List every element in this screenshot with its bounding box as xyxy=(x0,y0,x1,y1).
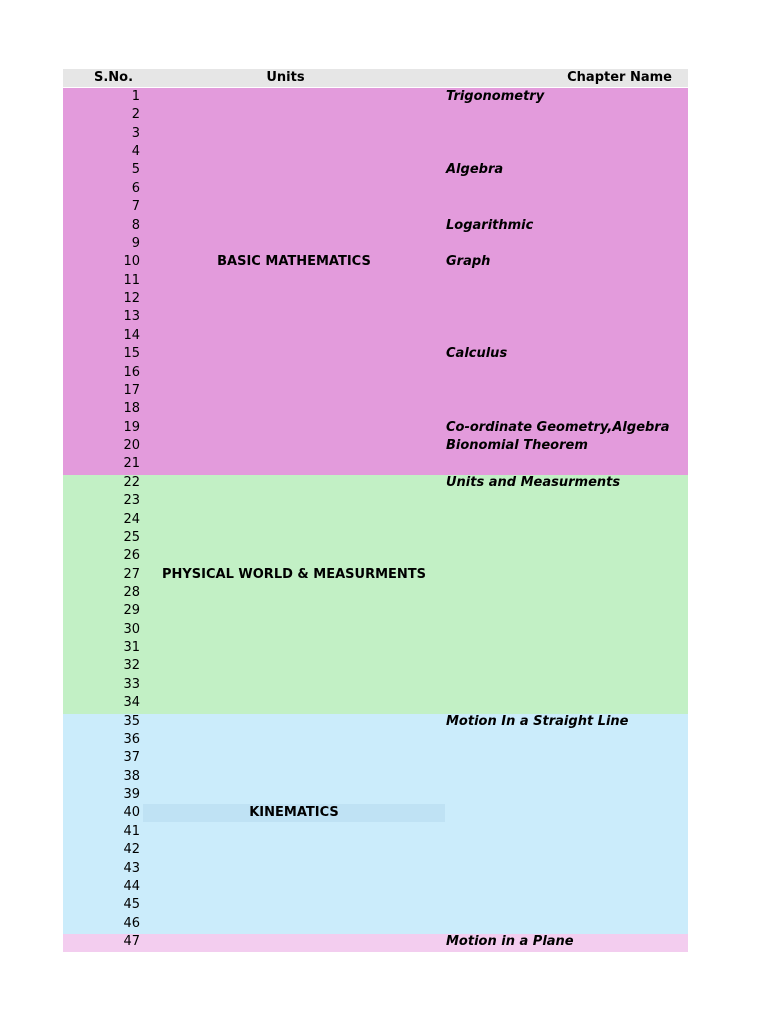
row-sno: 11 xyxy=(123,272,140,288)
row-unit: PHYSICAL WORLD & MEASURMENTS xyxy=(161,566,427,582)
table-row xyxy=(63,235,688,253)
table-row xyxy=(63,915,688,933)
row-chapter-name: Motion in a Plane xyxy=(446,934,574,950)
row-chapter-name: Trigonometry xyxy=(446,89,545,104)
table-row xyxy=(63,198,688,216)
row-sno: 46 xyxy=(123,915,140,931)
row-sno: 39 xyxy=(123,787,140,803)
table-row xyxy=(63,419,688,437)
row-sno: 27 xyxy=(123,566,140,582)
table-row xyxy=(63,841,688,859)
table-row xyxy=(63,143,688,161)
row-unit: KINEMATICS xyxy=(143,804,445,822)
row-sno: 29 xyxy=(123,603,140,619)
row-sno: 9 xyxy=(131,235,140,251)
table-row xyxy=(63,492,688,510)
row-sno: 4 xyxy=(131,144,140,160)
row-sno: 19 xyxy=(123,419,140,435)
table-row xyxy=(63,180,688,198)
table-row xyxy=(63,511,688,529)
table-row xyxy=(63,88,688,106)
table-row xyxy=(63,308,688,326)
row-sno: 6 xyxy=(131,180,140,196)
row-sno: 16 xyxy=(123,364,140,380)
row-sno: 18 xyxy=(123,401,140,417)
row-sno: 5 xyxy=(131,162,140,178)
table-row xyxy=(63,749,688,767)
table-row xyxy=(63,823,688,841)
table-row xyxy=(63,713,688,731)
row-sno: 26 xyxy=(123,548,140,564)
row-sno: 47 xyxy=(123,934,140,950)
row-sno: 21 xyxy=(123,456,140,472)
row-sno: 34 xyxy=(123,695,140,711)
row-sno: 33 xyxy=(123,676,140,692)
table-row xyxy=(63,455,688,473)
table-row xyxy=(63,125,688,143)
row-sno: 13 xyxy=(123,309,140,325)
table-row xyxy=(63,731,688,749)
row-sno: 37 xyxy=(123,750,140,766)
row-chapter-name: Co-ordinate Geometry,Algebra xyxy=(446,419,670,435)
row-sno: 10 xyxy=(123,254,140,270)
table-row xyxy=(63,896,688,914)
table-row xyxy=(63,878,688,896)
table-row xyxy=(63,657,688,675)
table-row xyxy=(63,933,688,951)
row-sno: 25 xyxy=(123,529,140,545)
row-sno: 30 xyxy=(123,621,140,637)
table-row xyxy=(63,768,688,786)
row-sno: 14 xyxy=(123,327,140,343)
row-sno: 43 xyxy=(123,860,140,876)
row-sno: 45 xyxy=(123,897,140,913)
table-row xyxy=(63,290,688,308)
row-sno: 28 xyxy=(123,584,140,600)
table-row xyxy=(63,584,688,602)
table-row xyxy=(63,529,688,547)
table-row xyxy=(63,676,688,694)
row-chapter-name: Algebra xyxy=(446,162,504,178)
table-row xyxy=(63,400,688,418)
row-sno: 12 xyxy=(123,291,140,307)
row-chapter-name: Units and Measurments xyxy=(446,474,621,490)
row-chapter-name: Logarithmic xyxy=(446,217,534,233)
table-row xyxy=(63,106,688,124)
table-row xyxy=(63,272,688,290)
table-row xyxy=(63,547,688,565)
table-row xyxy=(63,437,688,455)
row-sno: 40 xyxy=(123,805,140,821)
table-row xyxy=(63,345,688,363)
row-chapter-name: Graph xyxy=(446,254,491,270)
row-sno: 42 xyxy=(123,842,140,858)
header-sno: S.No. xyxy=(93,70,134,85)
table-row xyxy=(63,694,688,712)
table-row xyxy=(63,566,688,584)
row-sno: 41 xyxy=(123,823,140,839)
table-row xyxy=(63,860,688,878)
table-row xyxy=(63,639,688,657)
row-sno: 24 xyxy=(123,511,140,527)
header-chapter-name: Chapter Name xyxy=(567,70,672,85)
table-row xyxy=(63,253,688,271)
row-sno: 32 xyxy=(123,658,140,674)
row-sno: 20 xyxy=(123,438,140,454)
table-row xyxy=(63,382,688,400)
table-row xyxy=(63,161,688,179)
row-sno: 44 xyxy=(123,878,140,894)
row-chapter-name: Bionomial Theorem xyxy=(446,438,588,454)
row-sno: 23 xyxy=(123,493,140,509)
row-sno: 15 xyxy=(123,346,140,362)
row-sno: 17 xyxy=(123,382,140,398)
table-header xyxy=(63,69,688,87)
table-row xyxy=(63,602,688,620)
table-row xyxy=(63,327,688,345)
row-sno: 2 xyxy=(131,107,140,123)
row-sno: 36 xyxy=(123,731,140,747)
row-sno: 38 xyxy=(123,768,140,784)
table-row xyxy=(63,474,688,492)
row-chapter-name: Calculus xyxy=(446,346,508,362)
table-row xyxy=(63,621,688,639)
row-sno: 7 xyxy=(131,199,140,215)
row-sno: 35 xyxy=(123,713,140,729)
table-row xyxy=(63,804,688,822)
table-row xyxy=(63,786,688,804)
table-row xyxy=(63,217,688,235)
row-chapter-name: Motion In a Straight Line xyxy=(446,713,629,729)
row-unit: BASIC MATHEMATICS xyxy=(217,254,371,270)
header-units: Units xyxy=(266,70,305,85)
row-sno: 3 xyxy=(131,125,140,141)
row-sno: 8 xyxy=(131,217,140,233)
row-sno: 31 xyxy=(123,640,140,656)
row-sno: 22 xyxy=(123,474,140,490)
table-row xyxy=(63,364,688,382)
row-sno: 1 xyxy=(131,89,140,104)
